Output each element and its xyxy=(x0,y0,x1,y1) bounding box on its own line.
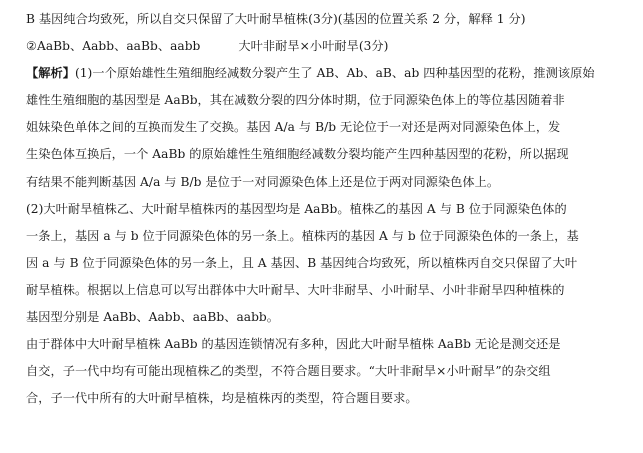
analysis-line-4: 生染色体互换后，一个 AaBb 的原始雄性生殖细胞经减数分裂均能产生四种基因型的花粉，所以据现 xyxy=(26,147,569,162)
analysis-line-8: 因 a 与 B 位于同源染色体的另一条上，且 A 基因、B 基因纯合均致死，所以植株丙自交只保留了大叶 xyxy=(26,255,578,270)
analysis-line-2: 雄性生殖细胞的基因型是 AaBb，其在减数分裂的四分体时期，位于同源染色体上的等位基因随着非 xyxy=(26,93,565,108)
analysis-line-7: 一条上，基因 a 与 b 位于同源染色体的另一条上。植株丙的基因 A 与 b 位于同源染色体的一条上，基 xyxy=(26,228,579,243)
genotype-list: ②AaBb、Aabb、aaBb、aabb xyxy=(26,39,201,54)
analysis-text: (1)一个原始雄性生殖细胞经减数分裂产生了 AB、Ab、aB、ab 四种基因型的花粉，推测该原始 xyxy=(74,66,595,81)
analysis-line-9: 耐旱植株。根据以上信息可以写出群体中大叶耐旱、大叶非耐旱、小叶耐旱、小叶非耐旱四种植株的 xyxy=(26,282,565,297)
analysis-line-12: 自交，子一代中均有可能出现植株乙的类型，不符合题目要求。“大叶非耐旱×小叶耐旱”的杂交组 xyxy=(26,364,551,379)
analysis-line-10: 基因型分别是 AaBb、Aabb、aaBb、aabb。 xyxy=(26,310,280,325)
analysis-line-1 xyxy=(26,60,631,87)
analysis-line-6: (2)大叶耐旱植株乙、大叶耐旱植株丙的基因型均是 AaBb。植株乙的基因 A 与 B 位于同源染色体的 xyxy=(26,201,567,216)
analysis-line-11: 由于群体中大叶耐旱植株 AaBb 的基因连锁情况有多种，因此大叶耐旱植株 AaBb 无论是测交还是 xyxy=(26,337,561,352)
analysis-line-3: 姐妹染色单体之间的互换而发生了交换。基因 A/a 与 B/b 无论位于一对还是两对同源染色体上，发 xyxy=(26,120,561,135)
answer-line-1: B 基因纯合均致死，所以自交只保留了大叶耐旱植株(3分)(基因的位置关系 2 分，解释 1 分) xyxy=(26,12,526,26)
analysis-line-13: 合，子一代中所有的大叶耐旱植株，均是植株丙的类型，符合题目要求。 xyxy=(26,391,418,406)
analysis-tag: 【解析】 xyxy=(26,66,75,81)
analysis-line-5: 有结果不能判断基因 A/a 与 B/b 是位于一对同源染色体上还是位于两对同源染色体上。 xyxy=(26,174,500,189)
answer-line-2 xyxy=(26,33,631,60)
cross-combination: 大叶非耐旱×小叶耐旱(3分) xyxy=(238,39,389,54)
